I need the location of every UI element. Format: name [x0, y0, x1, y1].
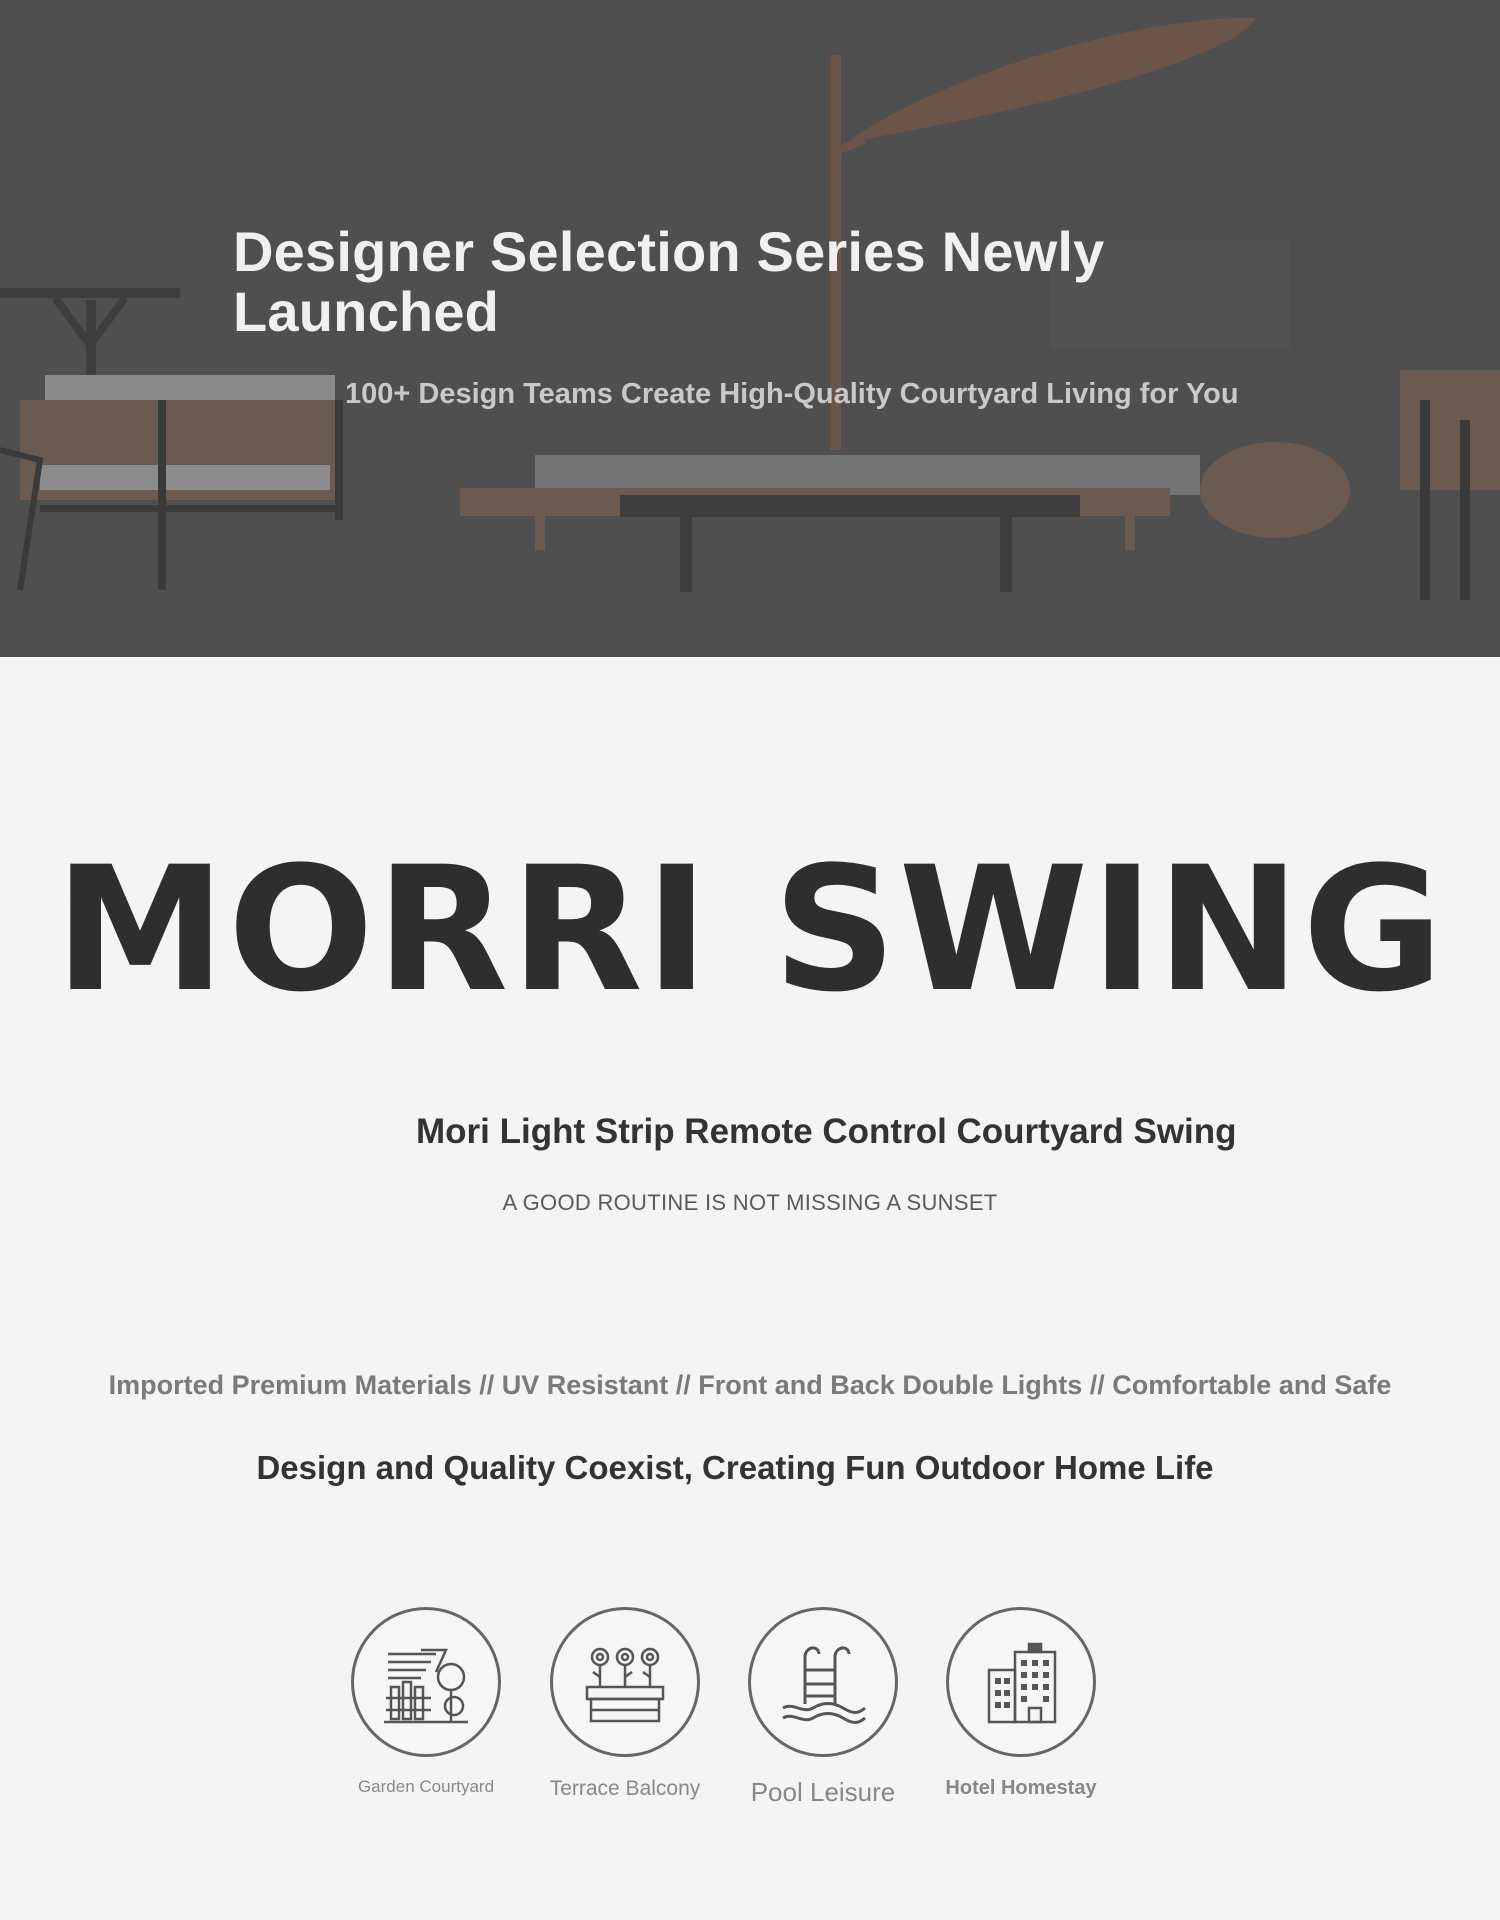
feature-list: Imported Premium Materials // UV Resistant // Front and Back Double Lights // Comfortable and Safe	[108, 1370, 1392, 1400]
brand-logo: MORRI SWING	[54, 829, 1446, 1030]
scenario-label: Pool Leisure	[750, 1777, 896, 1807]
scenario-label: Hotel Homestay	[945, 1777, 1097, 1799]
terrace-balcony-icon	[550, 1607, 700, 1757]
hero-banner	[0, 0, 1500, 657]
scenario-terrace-balcony	[525, 1607, 725, 1801]
hero-subtitle: 100+ Design Teams Create High-Quality Courtyard Living for You	[345, 378, 1239, 410]
product-title: Mori Light Strip Remote Control Courtyard Swing	[416, 1112, 1237, 1151]
scenario-pool-leisure	[723, 1607, 923, 1808]
slogan: Design and Quality Coexist, Creating Fun Outdoor Home Life	[256, 1449, 1214, 1486]
pool-leisure-icon	[748, 1607, 898, 1757]
product-tagline: A GOOD ROUTINE IS NOT MISSING A SUNSET	[502, 1190, 998, 1215]
hero-title: Designer Selection Series Newly Launched	[233, 220, 1105, 343]
scenario-garden-courtyard	[326, 1607, 526, 1797]
scenario-label: Garden Courtyard	[357, 1777, 495, 1796]
hotel-homestay-icon	[946, 1607, 1096, 1757]
scenario-hotel-homestay	[921, 1607, 1121, 1800]
scenario-label: Terrace Balcony	[549, 1777, 701, 1800]
garden-courtyard-icon	[351, 1607, 501, 1757]
